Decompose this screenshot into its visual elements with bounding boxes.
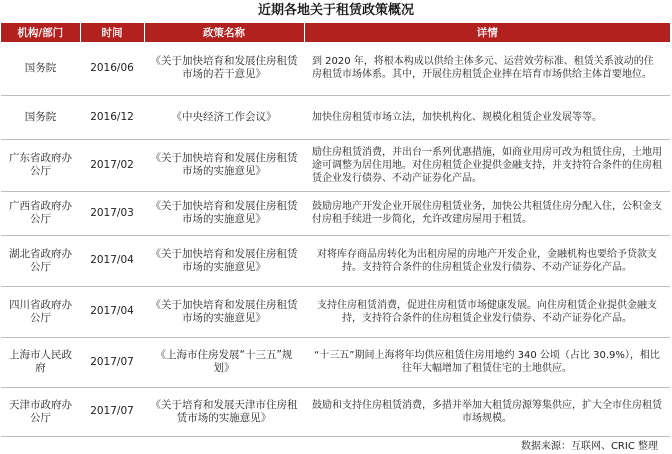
cell-detail: 励住房租赁消费，并出台一系列优惠措施，如商业用房可改为租赁住房，土地用途可调整为居住用地。对住房租赁企业提供金融支持，并支持符合条件的住房租赁企业发行债券、不动产证券化产品。 xyxy=(304,139,670,191)
cell-policy: 《关于加快培育和发展住房租赁市场的若干意见》 xyxy=(144,42,304,95)
cell-date: 2017/04 xyxy=(80,235,144,286)
table-row xyxy=(1,235,670,286)
cell-policy: 《关于加快培育和发展住房租赁市场的实施意见》 xyxy=(144,286,304,337)
cell-date: 2017/03 xyxy=(80,191,144,235)
cell-date: 2017/04 xyxy=(80,286,144,337)
cell-detail: 加快住房租赁市场立法，加快机构化、规模化租赁企业发展等等。 xyxy=(304,95,670,139)
cell-policy: 《上海市住房发展“十三五”规划》 xyxy=(144,337,304,387)
cell-detail: “十三五”期间上海将年均供应租赁住房用地约 340 公顷（占比 30.9%），相比往年大幅增加了租赁住宅的土地供应。 xyxy=(304,337,670,387)
table-row xyxy=(1,387,670,436)
cell-date: 2017/07 xyxy=(80,387,144,436)
cell-date: 2017/07 xyxy=(80,337,144,387)
cell-org: 国务院 xyxy=(1,95,80,139)
cell-org: 广东省政府办公厅 xyxy=(1,139,80,191)
table-row xyxy=(1,286,670,337)
table-row xyxy=(1,337,670,387)
cell-policy: 《关于加快培育和发展住房租赁市场的实施意见》 xyxy=(144,139,304,191)
cell-org: 广西省政府办公厅 xyxy=(1,191,80,235)
data-source-note: 数据来源：互联网、CRIC 整理 xyxy=(520,441,658,452)
cell-policy: 《中央经济工作会议》 xyxy=(144,95,304,139)
cell-date: 2016/06 xyxy=(80,42,144,95)
cell-org: 四川省政府办公厅 xyxy=(1,286,80,337)
header-org: 机构/部门 xyxy=(1,23,80,42)
cell-policy: 《关于加快培育和发展住房租赁市场的实施意见》 xyxy=(144,191,304,235)
table-title: 近期各地关于租赁政策概况 xyxy=(257,3,414,18)
header-detail: 详情 xyxy=(304,23,670,42)
cell-date: 2017/02 xyxy=(80,139,144,191)
table-row xyxy=(1,42,670,95)
cell-org: 上海市人民政府 xyxy=(1,337,80,387)
cell-detail: 对将库存商品房转化为出租房屋的房地产开发企业，金融机构也要给予贷款支持。支持符合条件的住房租赁企业发行债券、不动产证券化产品。 xyxy=(304,235,670,286)
header-date: 时间 xyxy=(80,23,144,42)
table-row xyxy=(1,191,670,235)
cell-policy: 《关于加快培育和发展住房租赁市场的实施意见》 xyxy=(144,235,304,286)
cell-detail: 到 2020 年，将根本构成以供给主体多元、运营效劳标准、租赁关系波动的住房租赁市场体系。其中，开展住房租赁企业摔在培育市场供给主体首要地位。 xyxy=(304,42,670,95)
cell-detail: 支持住房租赁消费，促进住房租赁市场健康发展。向住房租赁企业提供金融支持，支持符合条件的住房租赁企业发行债券、不动产证券化产品。 xyxy=(304,286,670,337)
cell-org: 天津市政府办公厅 xyxy=(1,387,80,436)
table-row xyxy=(1,95,670,139)
table-row xyxy=(1,139,670,191)
header-policy: 政策名称 xyxy=(144,23,304,42)
cell-org: 湖北省政府办公厅 xyxy=(1,235,80,286)
cell-detail: 鼓励和支持住房租赁消费，多措并举加大租赁房源筹集供应，扩大全市住房租赁市场规模。 xyxy=(304,387,670,436)
table-header-row xyxy=(1,23,670,42)
cell-policy: 《关于培育和发展天津市住房租赁市场的实施意见》 xyxy=(144,387,304,436)
cell-detail: 鼓励房地产开发企业开展住房租赁业务，加快公共租赁住房分配入住，公积金支付房租手续进一步简化，允许改建房屋用于租赁。 xyxy=(304,191,670,235)
policy-table xyxy=(1,23,670,437)
cell-date: 2016/12 xyxy=(80,95,144,139)
cell-org: 国务院 xyxy=(1,42,80,95)
